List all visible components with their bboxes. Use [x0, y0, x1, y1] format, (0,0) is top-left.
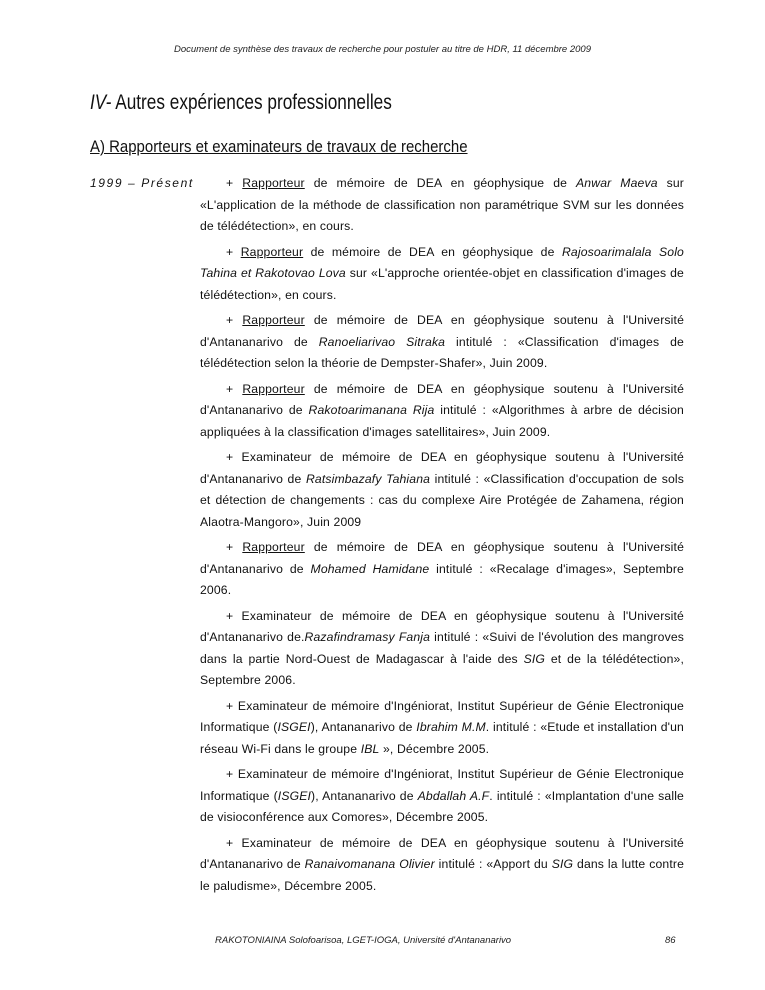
acronym: ISGEI [277, 788, 312, 803]
student-name: Ratsimbazafy Tahiana [305, 471, 431, 486]
student-name: Razafindramasy Fanja [304, 630, 431, 644]
bullet: + [226, 381, 234, 396]
student-name: Rakotoarimanana Rija [308, 403, 435, 417]
student-name: Ranaivomanana Olivier [304, 857, 435, 871]
list-item [200, 537, 684, 602]
entry-text: . intitulé : «Implantation d'une salle de visioconférence aux Comores», Décembre 2005. [200, 788, 684, 824]
entry-text: ), Antananarivo de [310, 720, 417, 734]
student-name: Ibrahim M.M [416, 720, 486, 734]
entry-text: intitulé : «Suivi de l'évolution des mangroves dans la partie Nord-Ouest de Madagascar à l'aide des [200, 630, 684, 666]
student-name: Ranoeliarivao Sitraka [318, 334, 446, 349]
entry-text: dans la lutte contre le paludisme», Décembre 2005. [200, 857, 684, 893]
entry-text: intitulé : «Apport du [434, 857, 552, 871]
entry-text: Examinateur de mémoire d'Ingéniorat, Institut Supérieur de Génie Electronique Informatique ( [200, 767, 684, 803]
list-item [200, 379, 684, 444]
entry-text: de mémoire de DEA en géophysique soutenu à l'Université d'Antananarivo de [200, 381, 684, 417]
entry-text: sur «L'application de la méthode de classification non paramétrique SVM sur les données de télédétection», en cours. [200, 176, 684, 233]
entry-text: Examinateur de mémoire de DEA en géophysique soutenu à l'Université d'Antananarivo de. [200, 608, 684, 644]
chapter-title: Autres expériences professionnelles [115, 91, 392, 114]
entry-text: », Décembre 2005. [379, 741, 490, 756]
list-item [200, 764, 684, 829]
list-item [200, 447, 684, 533]
list-item [200, 696, 684, 761]
role-label: Rapporteur [242, 540, 305, 554]
entry-text: Examinateur de mémoire de DEA en géophysique soutenu à l'Université d'Antananarivo de [200, 835, 684, 871]
bullet: + [226, 698, 234, 713]
role-label: Rapporteur [242, 313, 305, 327]
bullet: + [226, 450, 234, 464]
entry-text: Examinateur de mémoire de DEA en géophysique soutenu à l'Université d'Antananarivo de [200, 450, 684, 486]
running-header: Document de synthèse des travaux de recherche pour postuler au titre de HDR, 11 décembre 2009 [173, 44, 591, 55]
list-item [200, 833, 684, 898]
role-label: Rapporteur [240, 244, 304, 259]
entries-list [200, 173, 684, 901]
bullet: + [226, 313, 234, 327]
bullet: + [226, 608, 234, 623]
acronym: ISGEI [277, 720, 311, 734]
entry-text: intitulé : «Classification d'occupation de sols et détection de changements : cas du complexe Aire Protégée de Zahamena, région Alaotra-Mangoro», Juin 2009 [200, 471, 684, 529]
chapter-number: IV- [90, 91, 112, 114]
entry-text: . intitulé : «Etude et installation d'un réseau Wi-Fi dans le groupe [200, 720, 684, 756]
entry-text: de mémoire de DEA en géophysique soutenu à l'Université d'Antananarivo de [200, 313, 684, 349]
acronym: SIG [523, 651, 546, 666]
acronym: SIG [551, 857, 574, 871]
entry-text: et de la télédétection», Septembre 2006. [200, 651, 684, 687]
bullet: + [226, 767, 234, 781]
entry-text: intitulé : «Classification d'images de télédétection selon la théorie de Dempster-Shafer», Juin 2009. [200, 334, 684, 370]
student-name: Rajosoarimalala Solo Tahina et Rakotovao Lova [200, 244, 684, 280]
entry-text: de mémoire de DEA en géophysique de [303, 244, 562, 259]
section-heading: A) Rapporteurs et examinateurs de travaux de recherche [90, 137, 468, 156]
bullet: + [226, 176, 234, 190]
entry-text: intitulé : «Recalage d'images», Septembre 2006. [200, 561, 684, 597]
entry-text: intitulé : «Algorithmes à arbre de décision appliquées à la classification d'images satellitaires», Juin 2009. [200, 403, 684, 439]
student-name: Abdallah A.F [417, 788, 490, 803]
chapter-heading [90, 91, 392, 115]
entry-text: Examinateur de mémoire d'Ingéniorat, Institut Supérieur de Génie Electronique Informatique ( [200, 698, 684, 734]
list-item [200, 310, 684, 375]
student-name: Mohamed Hamidane [310, 561, 430, 576]
bullet: + [226, 835, 234, 850]
page-number: 86 [665, 935, 676, 946]
list-item [200, 606, 684, 692]
student-name: Anwar Maeva [576, 176, 658, 190]
entry-text: de mémoire de DEA en géophysique soutenu à l'Université d'Antananarivo de [200, 540, 684, 576]
role-label: Rapporteur [242, 176, 305, 190]
footer-author: RAKOTONIAINA Solofoarisoa, LGET-IOGA, Université d'Antananarivo [215, 935, 512, 946]
list-item [200, 173, 684, 238]
bullet: + [226, 244, 234, 259]
bullet: + [226, 540, 234, 554]
entry-text: de mémoire de DEA en géophysique de [304, 176, 577, 190]
period-label: 1999 – Présent [90, 176, 194, 190]
role-label: Rapporteur [242, 381, 305, 396]
entry-text: sur «L'approche orientée-objet en classification d'images de télédétection», en cours. [200, 266, 684, 302]
acronym: IBL [360, 741, 380, 756]
entry-text: ), Antananarivo de [311, 788, 418, 803]
list-item [200, 242, 684, 307]
